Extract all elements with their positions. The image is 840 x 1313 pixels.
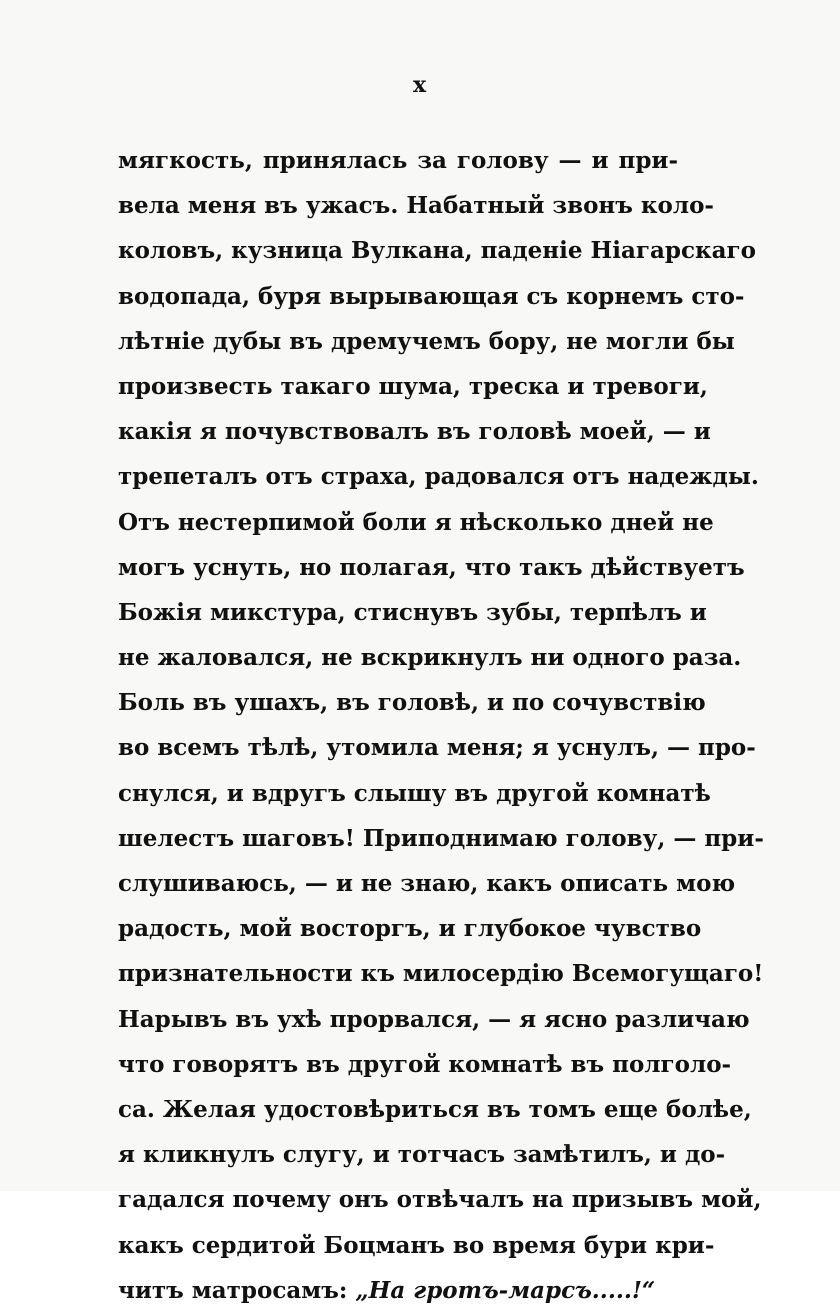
text-line: радость, мой восторгъ, и глубокое чувство xyxy=(118,915,702,943)
text-line: что говорятъ въ другой комнатѣ въ полголо- xyxy=(118,1050,732,1078)
text-line: трепеталъ отъ страха, радовался отъ надежды. xyxy=(118,463,759,491)
text-line: коловъ, кузница Вулкана, паденіе Ніагарскаго xyxy=(118,237,756,265)
text-line: произвесть такаго шума, треска и тревоги, xyxy=(118,372,708,400)
text-line: водопада, буря вырывающая съ корнемъ сто- xyxy=(118,282,745,310)
text-line: Божія микстура, стиснувъ зубы, терпѣлъ и xyxy=(118,598,707,626)
text-line: какъ сердитой Боцманъ во время бури кри- xyxy=(118,1231,715,1259)
text-line: признательности къ милосердію Всемогущаго! xyxy=(118,960,764,988)
last-line-prefix: читъ матросамъ: xyxy=(118,1276,356,1304)
last-line-quote: „На гротъ-марсъ.....!“ xyxy=(355,1276,656,1304)
page-number: x xyxy=(412,72,428,98)
text-line: гадался почему онъ отвѣчалъ на призывъ мой, xyxy=(118,1186,762,1214)
text-line: снулся, и вдругъ слышу въ другой комнатѣ xyxy=(118,779,711,807)
text-line: слушиваюсь, — и не знаю, какъ описать мою xyxy=(118,870,736,897)
body-text xyxy=(118,138,764,1313)
text-line: лѣтніе дубы въ дремучемъ бору, не могли бы xyxy=(118,327,735,355)
text-line: во всемъ тѣлѣ, утомила меня; я уснулъ, — про- xyxy=(118,734,756,762)
text-line: шелестъ шаговъ! Приподнимаю голову, — при- xyxy=(118,824,764,852)
text-line: Нарывъ въ ухѣ прорвался, — я ясно различаю xyxy=(118,1005,750,1033)
text-line: не жаловался, не вскрикнулъ ни одного раза. xyxy=(118,644,742,672)
text-line: могъ уснуть, но полагая, что такъ дѣйствуетъ xyxy=(118,553,745,581)
text-line: Боль въ ушахъ, въ головѣ, и по сочувствію xyxy=(118,689,706,717)
text-line: какія я почувствовалъ въ головѣ моей, — и xyxy=(118,418,711,446)
text-line: Отъ нестерпимой боли я нѣсколько дней не xyxy=(118,508,714,536)
text-line-last xyxy=(118,1268,678,1313)
text-line: са. Желая удостовѣриться въ томъ еще болѣе, xyxy=(118,1095,752,1123)
text-line: я кликнулъ слугу, и тотчасъ замѣтилъ, и до- xyxy=(118,1141,726,1169)
text-line: вела меня въ ужасъ. Набатный звонъ коло- xyxy=(118,192,714,220)
text-line: мягкость, принялась за голову — и при- xyxy=(118,147,678,174)
